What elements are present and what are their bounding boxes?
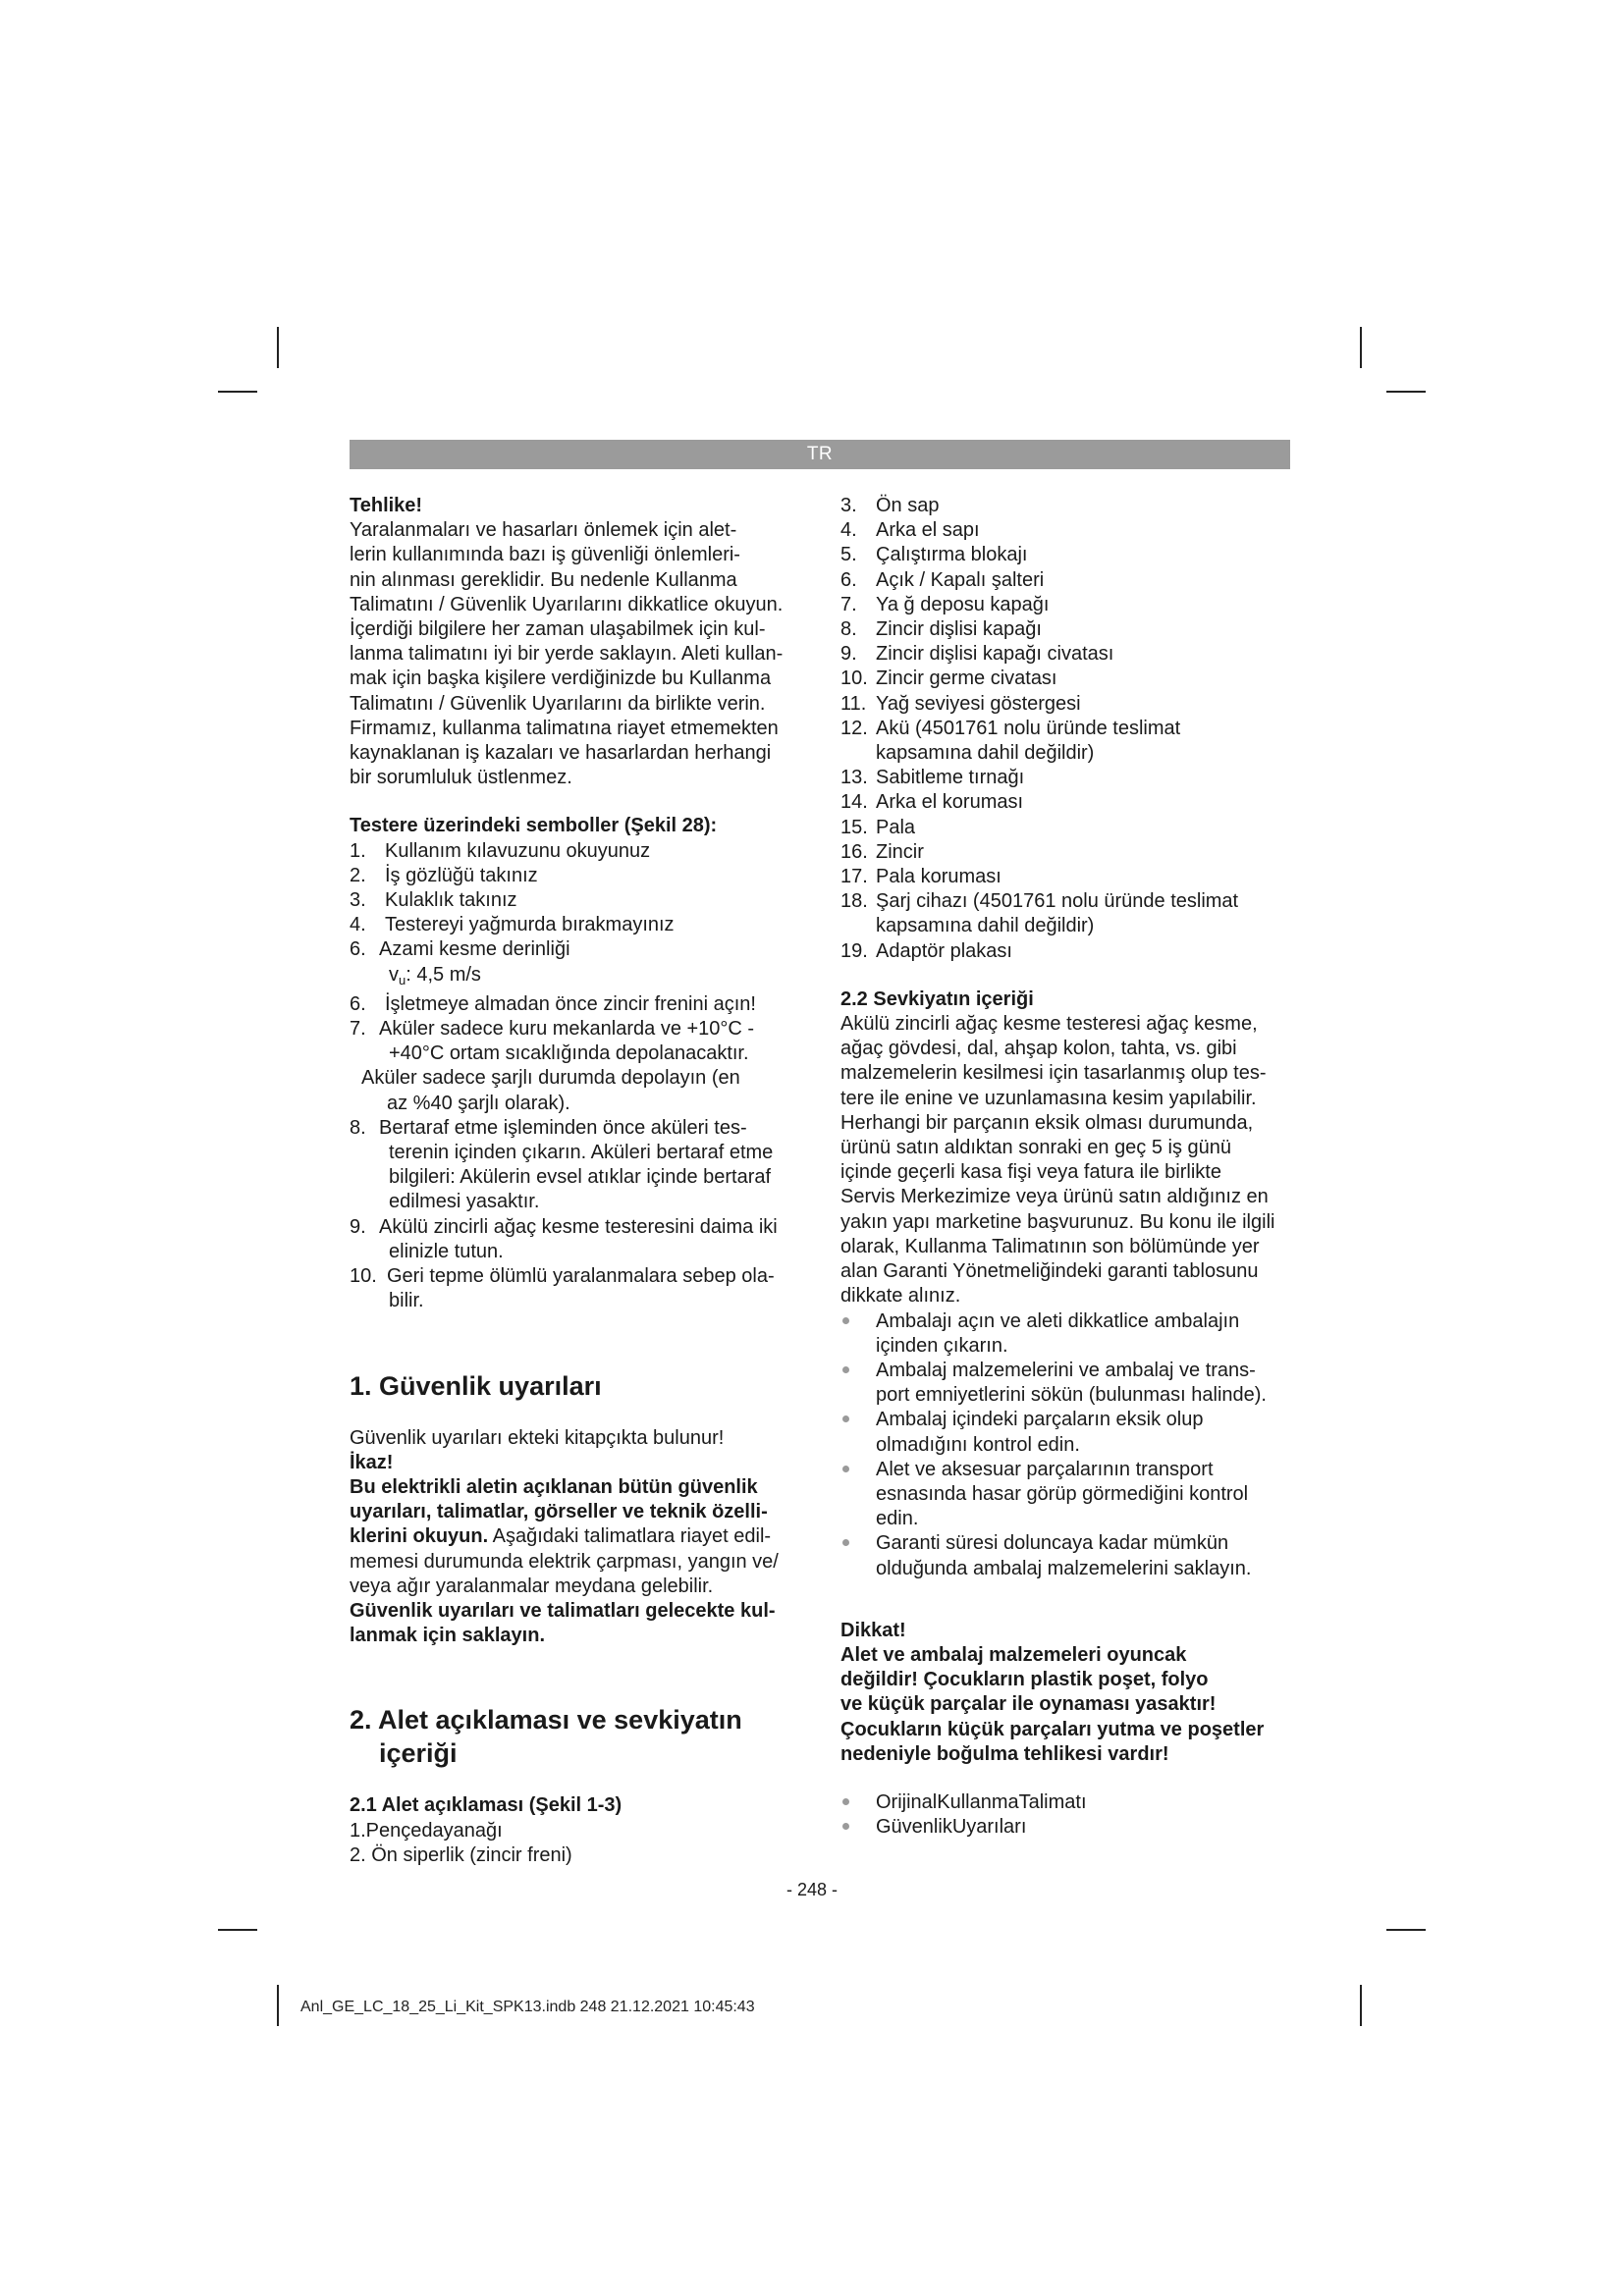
- part-item: 16. Zincir: [840, 840, 924, 863]
- part-item: 8. Zincir dişlisi kapağı: [840, 618, 1042, 641]
- symbols-list: [350, 839, 801, 963]
- aku-storage-line: Aküler sadece şarjlı durumda depolayın (en: [361, 1067, 740, 1090]
- documents-list: [840, 1790, 1292, 1840]
- caution-line: Alet ve ambalaj malzemeleri oyuncak: [840, 1643, 1187, 1666]
- section-1-mixed-line: klerini okuyun. Aşağıdaki talimatlara riayet edil-: [350, 1525, 772, 1548]
- bullet-item: Ambalajı açın ve aleti dikkatlice ambalajın içinden çıkarın.: [840, 1309, 1292, 1359]
- part-item: 14. Arka el koruması: [840, 791, 1024, 814]
- caution-line: değildir! Çocukların plastik poşet, folyo: [840, 1669, 1209, 1691]
- section-1-keep-line: Güvenlik uyarıları ve talimatları gelecekte kul-: [350, 1599, 776, 1622]
- symbol-item: 3. Kulaklık takınız: [350, 889, 517, 912]
- text-line: içinde geçerli kasa fişi veya fatura ile birlikte: [840, 1161, 1221, 1184]
- danger-text: [350, 518, 801, 790]
- danger-line: Talimatını / Güvenlik Uyarılarını da birlikte verin.: [350, 692, 766, 715]
- section-1-title: 1. Güvenlik uyarıları: [350, 1370, 602, 1401]
- danger-line: lanma talimatını iyi bir yerde saklayın. Aleti kullan-: [350, 643, 784, 666]
- symbol-item: 6. İşletmeye almadan önce zincir frenini açın!: [350, 992, 756, 1015]
- part-item: 17. Pala koruması: [840, 866, 1001, 888]
- text-line: alan Garanti Yönetmeliğindeki garanti tablosunu: [840, 1260, 1259, 1283]
- symbol-item: 6. Azami kesme derinliği: [350, 938, 570, 961]
- part-item: 9. Zincir dişlisi kapağı civatası: [840, 643, 1114, 666]
- crop-mark: [277, 327, 279, 368]
- symbol-item: 4. Testereyi yağmurda bırakmayınız: [350, 914, 675, 936]
- text-line: ağaç gövdesi, dal, ahşap kolon, tahta, vs. gibi: [840, 1038, 1237, 1060]
- danger-line: İçerdiği bilgilere her zaman ulaşabilmek için kul-: [350, 618, 766, 641]
- text-line: olarak, Kullanma Talimatının son bölümünde yer: [840, 1235, 1260, 1257]
- crop-mark: [218, 391, 257, 393]
- part-item: 19. Adaptör plakası: [840, 939, 1012, 962]
- part-item: 13. Sabitleme tırnağı: [840, 767, 1025, 789]
- speed-line: $v_u$: 4,5 m/s: [389, 963, 481, 988]
- text-line: Herhangi bir parçanın eksik olması durumunda,: [840, 1111, 1254, 1134]
- crop-mark: [218, 1929, 257, 1931]
- danger-line: Yaralanmaları ve hasarları önlemek için alet-: [350, 519, 737, 542]
- warning-label: İkaz!: [350, 1451, 394, 1473]
- crop-mark: [1386, 391, 1426, 393]
- caution-line: nedeniyle boğulma tehlikesi vardır!: [840, 1742, 1169, 1765]
- section-2-1-title: 2.1 Alet açıklaması (Şekil 1-3): [350, 1794, 623, 1817]
- symbol-item: 1. Kullanım kılavuzunu okuyunuz: [350, 839, 651, 862]
- section-1-bold-line: Bu elektrikli aletin açıklanan bütün güvenlik: [350, 1475, 758, 1498]
- bullet-item: Ambalaj içindeki parçaların eksik olup olmadığını kontrol edin.: [840, 1408, 1292, 1457]
- bullet-item: GüvenlikUyarıları: [840, 1815, 1292, 1840]
- language-header-bar: [350, 440, 1290, 469]
- text-line: yakın yapı marketine başvurunuz. Bu konu ile ilgili: [840, 1210, 1275, 1233]
- bullet-item: Ambalaj malzemelerini ve ambalaj ve trans- port emniyetlerini sökün (bulunması halinde).: [840, 1359, 1292, 1408]
- text-line: Servis Merkezimize veya ürünü satın aldığınız en: [840, 1186, 1269, 1208]
- symbols-list-3: [350, 1116, 801, 1314]
- crop-mark: [277, 1985, 279, 2026]
- section-2-title-cont: içeriği: [379, 1738, 458, 1769]
- caution-line: Çocukların küçük parçaları yutma ve poşetler: [840, 1718, 1265, 1740]
- text-line: ürünü satın aldıktan sonraki en geç 5 iş günü: [840, 1137, 1232, 1159]
- danger-title: Tehlike!: [350, 495, 423, 516]
- section-2-2-title: 2.2 Sevkiyatın içeriği: [840, 988, 1034, 1010]
- bullet-item: Alet ve aksesuar parçalarının transport esnasında hasar görüp görmediğini kontrol edin.: [840, 1458, 1292, 1532]
- symbols-list-2: [350, 992, 801, 1067]
- part-item: 1.Pençedayanağı: [350, 1819, 503, 1842]
- parts-list: [840, 494, 1292, 964]
- print-file-info: Anl_GE_LC_18_25_Li_Kit_SPK13.indb 248 21.12.2021 10:45:43: [300, 1999, 755, 2015]
- danger-line: nin alınması gereklidir. Bu nedenle Kullanma: [350, 568, 737, 591]
- part-item: 18. Şarj cihazı (4501761 nolu üründe teslimat kapsamına dahil değildir): [840, 890, 1239, 937]
- danger-line: lerin kullanımında bazı iş güvenliği önlemleri-: [350, 544, 740, 566]
- symbol-item: 7. Aküler sadece kuru mekanlarda ve +10°C - +40°C ortam sıcaklığında depolanacaktır.: [350, 1018, 755, 1065]
- part-item: 4. Arka el sapı: [840, 519, 980, 542]
- section-1-text-line: veya ağır yaralanmalar meydana gelebilir.: [350, 1575, 714, 1597]
- language-code: TR: [806, 444, 834, 464]
- crop-mark: [1386, 1929, 1426, 1931]
- part-item: 5. Çalıştırma blokajı: [840, 544, 1028, 566]
- bullet-item: Garanti süresi doluncaya kadar mümkün olduğunda ambalaj malzemelerini saklayın.: [840, 1531, 1292, 1580]
- text-line: Akülü zincirli ağaç kesme testeresi ağaç kesme,: [840, 1013, 1258, 1036]
- part-item: 3. Ön sap: [840, 495, 940, 516]
- part-item: 6. Açık / Kapalı şalteri: [840, 568, 1045, 591]
- danger-line: bir sorumluluk üstlenmez.: [350, 767, 572, 789]
- section-1-bold-line: uyarıları, talimatlar, görseller ve teknik özelli-: [350, 1501, 768, 1523]
- bullet-item: OrijinalKullanmaTalimatı: [840, 1790, 1292, 1815]
- symbol-item: 10. Geri tepme ölümlü yaralanmalara sebep ola- bilir.: [350, 1265, 775, 1312]
- part-item: 10. Zincir germe civatası: [840, 667, 1057, 690]
- part-item: 7. Ya ğ deposu kapağı: [840, 593, 1050, 615]
- left-column: [350, 494, 801, 1868]
- crop-mark: [1360, 327, 1362, 368]
- aku-storage-line: az %40 şarjlı olarak).: [387, 1092, 570, 1114]
- part-item: 15. Pala: [840, 816, 916, 838]
- danger-line: Firmamız, kullanma talimatına riayet etmemekten: [350, 717, 779, 739]
- page-number: - 248 -: [785, 1880, 839, 1899]
- right-column: [840, 494, 1292, 1840]
- text-line: tere ile enine ve uzunlamasına kesim yapılabilir.: [840, 1087, 1257, 1109]
- text-line: malzemelerin kesilmesi için tasarlanmış olup tes-: [840, 1062, 1267, 1085]
- part-item: 11. Yağ seviyesi göstergesi: [840, 692, 1081, 715]
- symbols-title: Testere üzerindeki semboller (Şekil 28):: [350, 815, 718, 837]
- part-item: 2. Ön siperlik (zincir freni): [350, 1843, 572, 1866]
- symbol-item: 9. Akülü zincirli ağaç kesme testeresini daima iki elinizle tutun.: [350, 1215, 778, 1262]
- text-line: dikkate alınız.: [840, 1285, 961, 1308]
- section-1-intro: Güvenlik uyarıları ekteki kitapçıkta bulunur!: [350, 1426, 725, 1449]
- danger-line: kaynaklanan iş kazaları ve hasarlardan herhangi: [350, 742, 772, 765]
- symbol-item: 8. Bertaraf etme işleminden önce aküleri tes- terenin içinden çıkarın. Aküleri bertaraf etme bilgileri: Akülerin evsel atıklar içinde bertaraf edilmesi yasaktır.: [350, 1116, 774, 1213]
- danger-line: mak için başka kişilere verdiğinizde bu Kullanma: [350, 667, 772, 690]
- danger-line: Talimatını / Güvenlik Uyarılarını dikkatlice okuyun.: [350, 593, 784, 615]
- section-2-2-text: [840, 1012, 1292, 1308]
- part-item: 12. Akü (4501761 nolu üründe teslimat kapsamına dahil değildir): [840, 717, 1181, 765]
- unpacking-bullets: [840, 1309, 1292, 1581]
- crop-mark: [1360, 1985, 1362, 2026]
- section-1-keep-line: lanmak için saklayın.: [350, 1625, 545, 1647]
- symbol-item: 2. İş gözlüğü takınız: [350, 864, 538, 886]
- section-1-text-line: memesi durumunda elektrik çarpması, yangın ve/: [350, 1550, 779, 1573]
- section-2-title: 2. Alet açıklaması ve sevkiyatın: [350, 1705, 742, 1735]
- caution-line: ve küçük parçalar ile oynaması yasaktır!: [840, 1693, 1217, 1716]
- caution-title: Dikkat!: [840, 1619, 906, 1641]
